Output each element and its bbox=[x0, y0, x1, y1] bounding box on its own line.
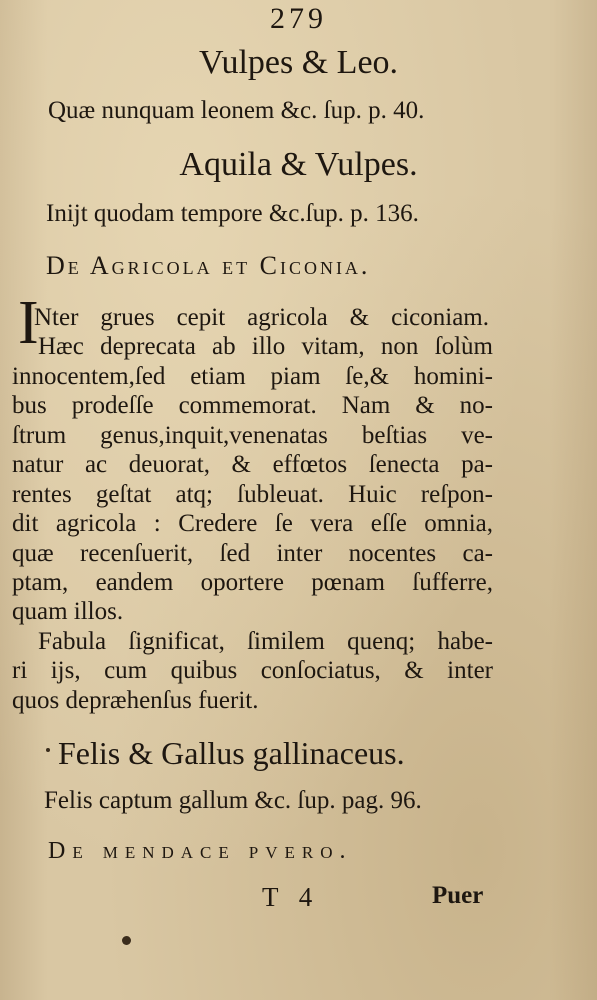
body-line: natur ac deuorat, & effœtos ſenecta pa- bbox=[12, 451, 493, 478]
fable-title-vulpes-leo: Vulpes & Leo. bbox=[198, 44, 399, 81]
body-line: Hæc deprecata ab illo vitam, non ſolùm bbox=[38, 333, 493, 360]
body-line: quam illos. bbox=[12, 598, 124, 625]
body-line: innocentem,ſed etiam piam ſe,& homini- bbox=[12, 363, 493, 390]
section-heading: De Agricola et Ciconia. bbox=[46, 251, 371, 280]
fable-reference-felis-gallus: Felis captum gallum &c. ſup. pag. 96. bbox=[44, 787, 422, 814]
page-number: 279 bbox=[270, 2, 327, 35]
ink-blot bbox=[122, 936, 131, 945]
body-line: quæ recenſuerit, ſed inter nocentes ca- bbox=[12, 540, 493, 567]
moral-line: ri ijs, cum quibus conſociatus, & inter bbox=[12, 657, 493, 684]
body-line: rentes geſtat atq; ſubleuat. Huic reſpon- bbox=[12, 481, 493, 508]
body-line: Nter grues cepit agricola & ciconiam. bbox=[34, 304, 489, 331]
fable-title-felis-gallus: Felis & Gallus gallinaceus. bbox=[58, 735, 405, 771]
fable-reference-vulpes-leo: Quæ nunquam leonem &c. ſup. p. 40. bbox=[48, 97, 425, 124]
body-line: ptam, eandem oportere pœnam ſufferre, bbox=[12, 569, 493, 596]
catchword: Puer bbox=[432, 882, 484, 909]
ink-mark bbox=[46, 748, 50, 752]
next-section-heading: De mendace pvero. bbox=[48, 838, 353, 864]
body-line: dit agricola : Credere ſe vera eſſe omnia, bbox=[12, 510, 493, 537]
moral-line: quos depræhenſus fuerit. bbox=[12, 687, 259, 714]
body-line: ſtrum genus,inquit,venenatas beſtias ve- bbox=[12, 422, 493, 449]
drop-cap-initial: I bbox=[18, 289, 39, 357]
fable-reference-aquila-vulpes: Inijt quodam tempore &c.ſup. p. 136. bbox=[46, 200, 419, 227]
fable-title-aquila-vulpes: Aquila & Vulpes. bbox=[179, 146, 418, 183]
body-line: bus prodeſſe commemorat. Nam & no- bbox=[12, 392, 493, 419]
signature-mark: T 4 bbox=[262, 882, 313, 912]
moral-line: Fabula ſignificat, ſimilem quenq; habe- bbox=[38, 628, 493, 655]
